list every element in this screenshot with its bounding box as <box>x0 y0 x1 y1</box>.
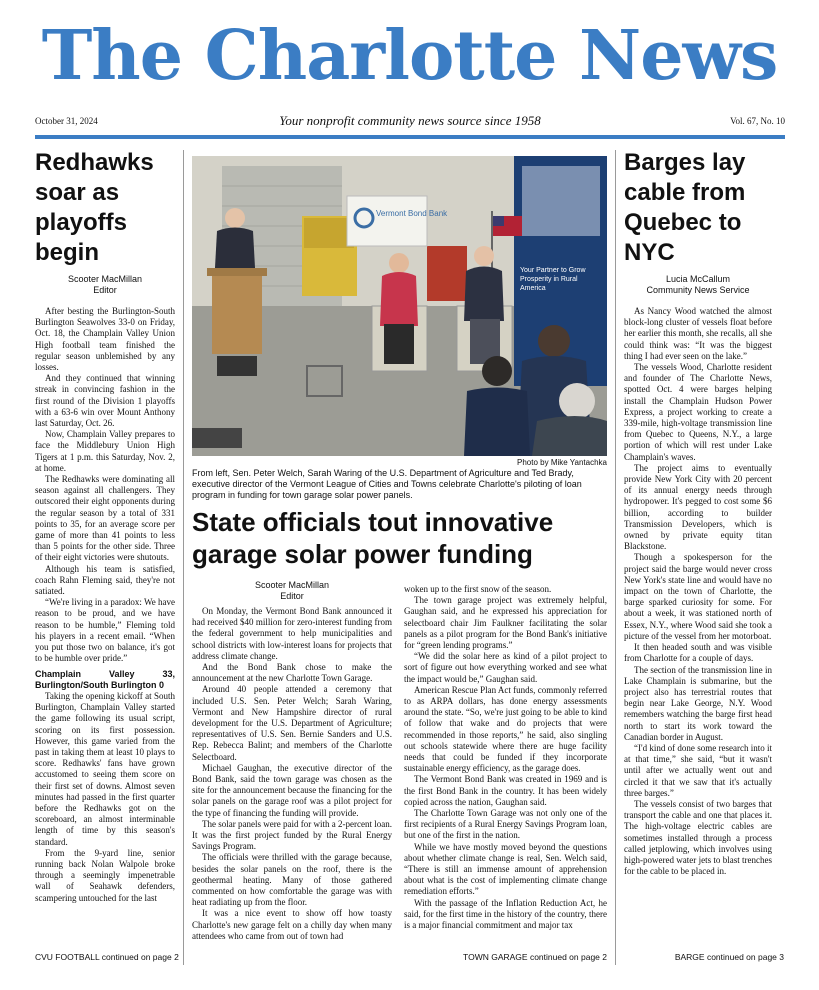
paragraph: Michael Gaughan, the executive director of the Bond Bank, said the town garage was chosen as the site for the announcement because the financing for the solar panels on the garage roof was a pilot project for the type of financing the funding will provide. <box>192 762 392 818</box>
right-role: Community News Service <box>646 285 750 295</box>
paragraph: As Nancy Wood watched the almost block-long cluster of vessels float before her earlier this month, she recalls, all she could think was: “It was the biggest thing I had ever seen on the lake.” <box>624 306 772 361</box>
paragraph: While we have mostly moved beyond the questions about whether climate change is real, Sen. Welch said, “There is still an immense amount of apprehension about what is the cost of implementing climate change remediation efforts.” <box>404 841 607 897</box>
right-continued-link[interactable]: BARGE continued on page 3 <box>674 952 784 962</box>
paragraph: American Rescue Plan Act funds, commonly referred to as ARPA dollars, has done energy assessments around the state. “So, we're just going to be able to kind of follow that wake and do projects that were recommended in those reports,” he said, also singling out schools statewide where there are huge facility needs that could be funded if they incorporate sustainable energy efficiency, as the garage does. <box>404 684 607 774</box>
center-author: Scooter MacMillan <box>254 580 330 590</box>
bond-bank-sign: Vermont Bond Bank <box>376 209 448 218</box>
column-rule-left <box>183 150 184 965</box>
right-story <box>624 148 772 877</box>
center-headline: State officials tout innovative garage solar power funding <box>192 507 554 569</box>
photo-credit: Photo by Mike Yantachka <box>517 458 607 467</box>
paragraph: The section of the transmission line in Lake Champlain is submarine, but the project also has terrestrial routes that begin near Lake George, N.Y. Wood remembers watching the barge first head north to start its work toward the Canadian border in August. <box>624 664 772 742</box>
left-continued-link[interactable]: CVU FOOTBALL continued on page 2 <box>35 952 179 962</box>
column-rule-right <box>615 150 616 965</box>
paragraph: woken up to the first snow of the season. <box>404 584 552 594</box>
photo-illustration <box>192 156 607 456</box>
center-body-col1 <box>192 606 392 942</box>
right-byline <box>624 274 772 296</box>
right-headline: Barges lay cable from Quebec to NYC <box>624 149 746 266</box>
paragraph: It then headed south and was visible from Charlotte for a couple of days. <box>624 642 772 664</box>
paragraph: The Charlotte Town Garage was not only one of the first recipients of a Rural Energy Savings Program loan, but one of the first in the nation. <box>404 808 607 841</box>
paragraph: Around 40 people attended a ceremony that included U.S. Sen. Peter Welch; Sarah Waring, Vermont and New Hampshire director of rural development for the U.S. Department of Agriculture; representatives of U.S. Sen. Bernie Sanders and U.S. Rep. Rebecca Balint; and members of the Charlotte Selectboard. <box>192 684 392 762</box>
paragraph: The vessels Wood, Charlotte resident and founder of The Charlotte News, spotted Oct. 4 were barges helping install the Champlain Hudson Power Express, a project working to create a 339-mile, high-voltage transmission line from Quebec to Queens, N.Y., a large portion of which will rest under Lake Champlain's waves. <box>624 362 772 462</box>
paragraph: “I'd kind of done some research into it at that time,” she said, “but it wasn't until after we actually went out and circled it that we saw that it's actually three barges.” <box>624 742 772 798</box>
paragraph: It was a nice event to show off how toasty Charlotte's new garage felt on a chilly day when many attendees who came from out of town had <box>192 908 392 941</box>
paragraph: The Vermont Bond Bank was created in 1969 and is the first Bond Bank in the country. It has been widely copied across the nation, Gaughan said. <box>404 774 607 807</box>
left-subhead: Champlain Valley 33, Burlington/South Burlington 0 <box>35 668 175 690</box>
lead-photo <box>192 156 607 456</box>
photo-caption: From left, Sen. Peter Welch, Sarah Waring of the U.S. Department of Agriculture and Ted Brady, executive director of the Vermont League of Cities and Towns celebrate Charlotte's piloting of loan program in funding for town garage solar power panels. <box>192 468 582 500</box>
paragraph: The solar panels were paid for with a 2-percent loan. It was the first project funded by the Rural Energy Savings Program. <box>192 818 392 852</box>
left-body <box>35 306 175 904</box>
center-body-col2 <box>404 584 607 931</box>
paragraph: Now, Champlain Valley prepares to face the Middlebury Union High Tigers at 1 p.m. this Saturday, Nov. 2, at home. <box>35 429 175 473</box>
paragraph: From the 9-yard line, senior running back Nolan Walpole broke through a seemingly impenetrable wall of Seahawk defenders, scampering untouched for the last <box>35 847 175 903</box>
masthead-title: The Charlotte News <box>41 16 778 96</box>
left-byline <box>35 274 175 296</box>
left-author: Scooter MacMillan <box>67 274 143 284</box>
center-continued-link[interactable]: TOWN GARAGE continued on page 2 <box>463 952 607 962</box>
paragraph: “We did the solar here as kind of a pilot project to sort of figure out how everything worked and see what the impact would be,” Gaughan said. <box>404 651 607 684</box>
paragraph: Although his team is satisfied, coach Rahn Fleming said, they're not satiated. <box>35 563 175 597</box>
center-byline <box>192 580 392 602</box>
left-role: Editor <box>93 285 117 295</box>
paragraph: After besting the Burlington-South Burlington Seawolves 33-0 on Friday, Oct. 18, the Champlain Valley Union High football team finished the regular season unblemished by any losses. <box>35 306 175 373</box>
issue-date: October 31, 2024 <box>35 116 98 126</box>
right-author: Lucia McCallum <box>665 274 731 284</box>
paragraph: And they continued that winning streak in convincing fashion in the first round of the Division 1 playoffs with a 63-6 win over Mount Anthony last Saturday, Oct. 26. <box>35 373 175 429</box>
paragraph: Taking the opening kickoff at South Burlington, Champlain Valley started the game following its usual script, scoring on its first possession. However, this game varied from the past in taking them at least 10 plays to score. Redhawks' fans have grown accustomed to seeing them score on their first set of downs. Almost seven minutes had passed in the first quarter before the Redhawks got on the scoreboard, an almost interminable length of time by this season's standard. <box>35 690 175 847</box>
left-headline: Redhawks soar as playoffs begin <box>35 149 154 266</box>
right-body <box>624 306 772 877</box>
paragraph: The officials were thrilled with the garage because, besides the solar panels on the roof, there is the geothermal heating. Many of those gathered commented on how comfortable the garage was with heat radiating up from the floor. <box>192 852 392 908</box>
paragraph: And the Bond Bank chose to make the announcement at the new Charlotte Town Garage. <box>192 662 392 684</box>
paragraph: On Monday, the Vermont Bond Bank announced it had received $40 million for zero-interest funding from the federal government to help municipalities and school districts with low-interest loans for projects that address climate change. <box>192 606 392 661</box>
paragraph: The Redhawks were dominating all season against all challengers. They outscored their eight opponents during the regular season by a total of 331 points to 35, for an average score per game of more than 41 points to less than 5 points for the other side. Three of their eight victories were shutouts. <box>35 474 175 563</box>
paragraph: The town garage project was extremely helpful, Gaughan said, and he expressed his appreciation for selectboard chair Jim Faulkner facilitating the solar panels as a pilot program for the Bond Bank's initiative for “green lending programs.” <box>404 595 607 651</box>
masthead-rule <box>35 135 785 139</box>
left-story <box>35 148 175 904</box>
paragraph: The vessels consist of two barges that transport the cable and one that places it. The high-voltage electric cables are sometimes installed through a process called jetplowing, which involves using high-powered water jets to blast trenches for the cable to be placed in. <box>624 798 772 877</box>
paragraph: The project aims to eventually provide New York City with 20 percent of its annual energy needs through hydropower. It's pegged to cost some $6 billion, according to builder Transmission Developers, which is owned by private equity titan Blackstone. <box>624 462 772 552</box>
paragraph: “We're living in a paradox: We have reason to be proud, and we have reason to be humble,” Fleming told his players in a recent email. “When you put those two on balance, it's got to be humble over pride.” <box>35 597 175 664</box>
paragraph: With the passage of the Inflation Reduction Act, he said, for the first time in the history of the country, there is a major financial commitment and major tax <box>404 897 607 931</box>
masthead-strip <box>35 113 785 133</box>
center-role: Editor <box>280 591 304 601</box>
issue-volume: Vol. 67, No. 10 <box>730 116 785 126</box>
paragraph: Though a spokesperson for the project said the barge would never cross New York's state line and would have no impact on the town of Charlotte, the barge sparked curiosity for some. For about a week, it was stationed north of Essex, N.Y., where Wood said she took a picture of the vessel from her motorboat. <box>624 552 772 641</box>
tagline: Your nonprofit community news source since 1958 <box>279 113 541 128</box>
usda-banner-text: Your Partner to Grow Prosperity in Rural America <box>520 267 586 292</box>
